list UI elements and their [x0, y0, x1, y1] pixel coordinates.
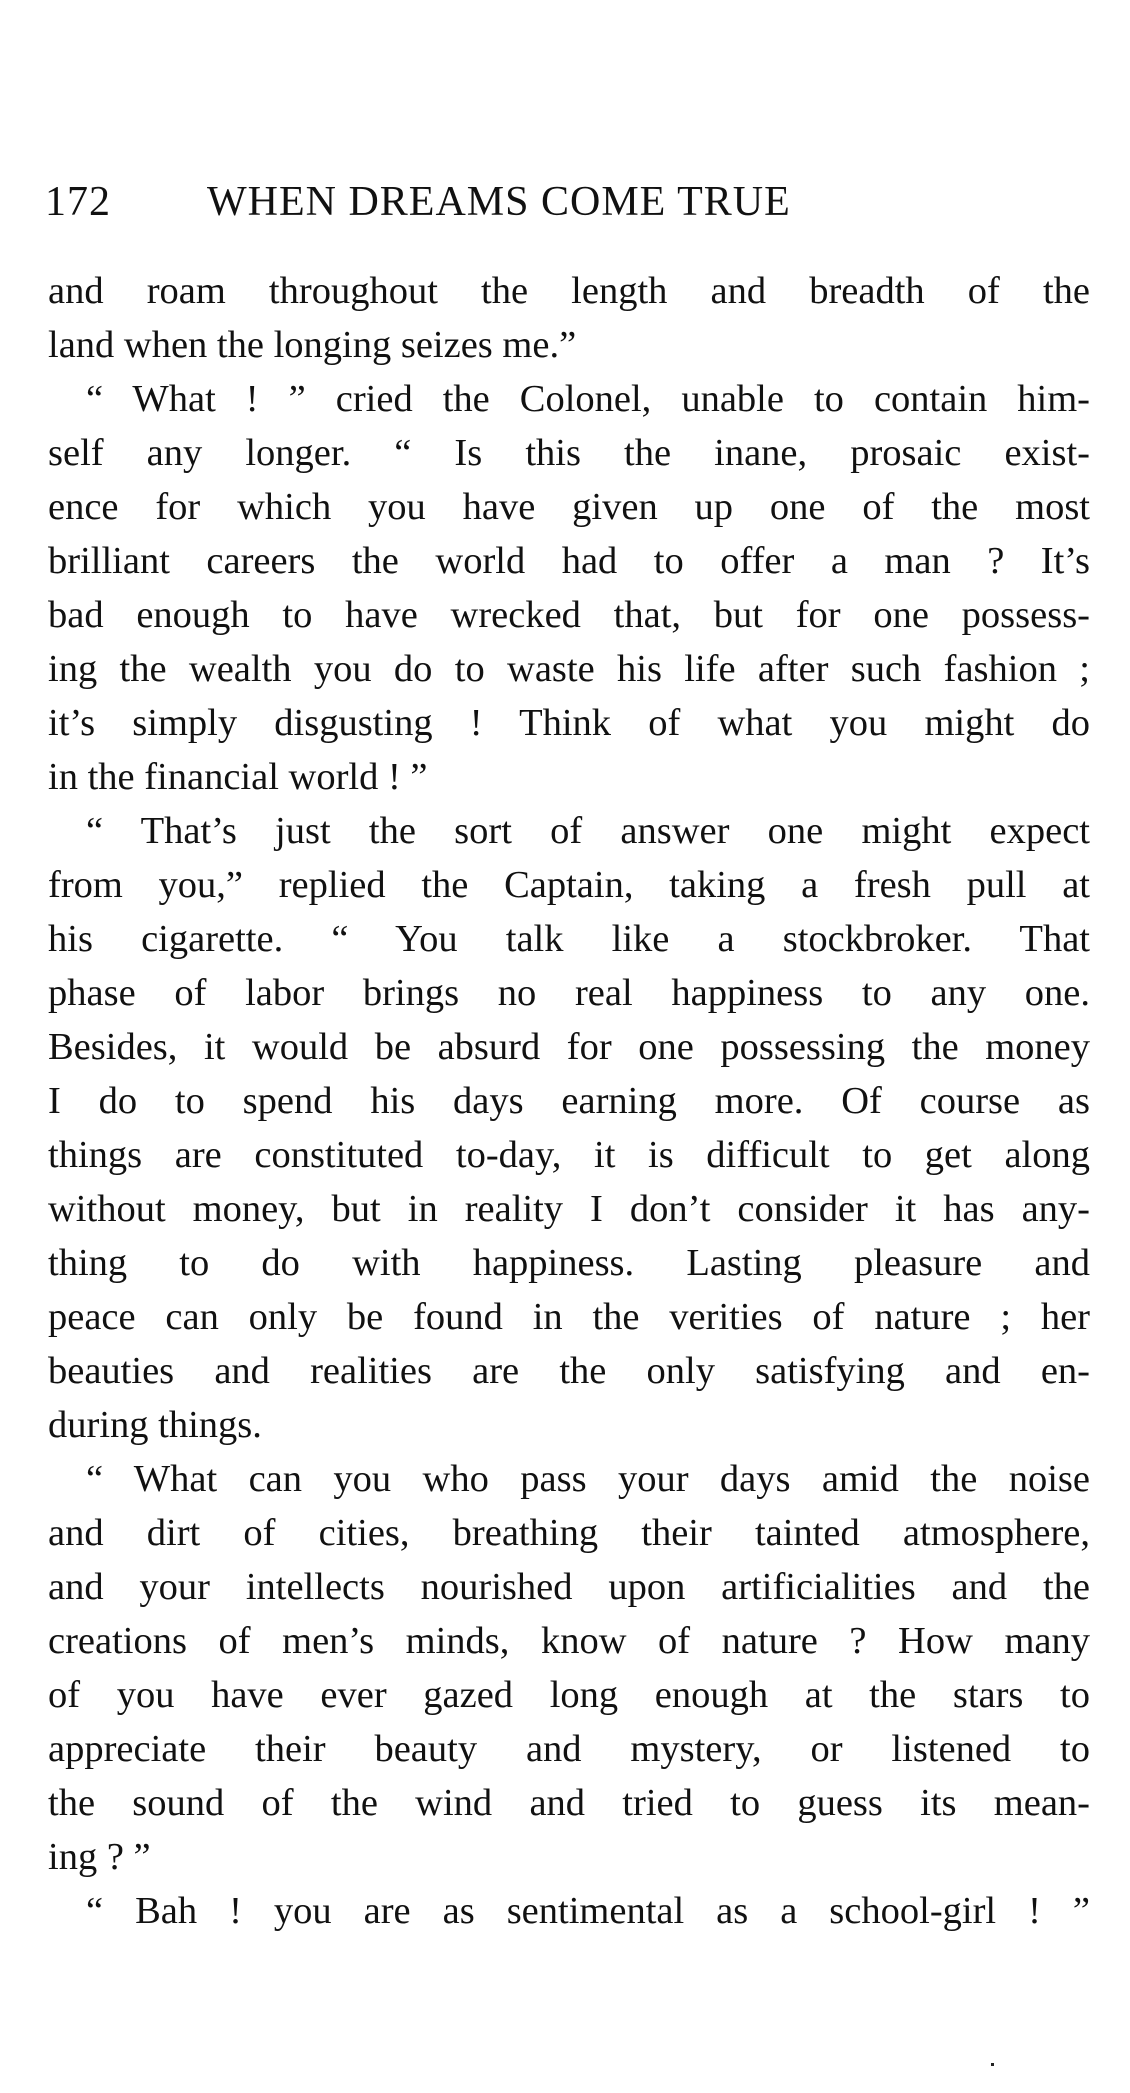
- text-line: during things.: [48, 1404, 262, 1446]
- print-speck: [991, 2063, 994, 2066]
- running-head: [45, 172, 905, 232]
- text-line: phase of labor brings no real happiness to any one.: [48, 972, 1090, 1014]
- text-line: of you have ever gazed long enough at the stars to: [48, 1674, 1090, 1716]
- text-line: in the financial world ! ”: [48, 756, 428, 798]
- text-line: from you,” replied the Captain, taking a fresh pull at: [48, 864, 1090, 906]
- text-line: self any longer. “ Is this the inane, prosaic exist-: [48, 432, 1090, 474]
- text-line: his cigarette. “ You talk like a stockbroker. That: [48, 918, 1090, 960]
- text-line: “ That’s just the sort of answer one might expect: [86, 810, 1090, 852]
- page-number: 172: [45, 179, 111, 225]
- text-line: I do to spend his days earning more. Of course as: [48, 1080, 1090, 1122]
- text-line: things are constituted to-day, it is difficult to get along: [48, 1134, 1090, 1176]
- text-line: beauties and realities are the only satisfying and en-: [48, 1350, 1090, 1392]
- text-line: and your intellects nourished upon artificialities and the: [48, 1566, 1090, 1608]
- book-title: WHEN DREAMS COME TRUE: [207, 179, 791, 225]
- text-line: without money, but in reality I don’t consider it has any-: [48, 1188, 1090, 1230]
- text-line: brilliant careers the world had to offer a man ? It’s: [48, 540, 1090, 582]
- text-line: the sound of the wind and tried to guess its mean-: [48, 1782, 1090, 1824]
- text-line: it’s simply disgusting ! Think of what you might do: [48, 702, 1090, 744]
- text-line: “ What ! ” cried the Colonel, unable to contain him-: [86, 378, 1090, 420]
- text-line: peace can only be found in the verities of nature ; her: [48, 1296, 1090, 1338]
- text-line: thing to do with happiness. Lasting pleasure and: [48, 1242, 1090, 1284]
- text-line: ence for which you have given up one of the most: [48, 486, 1090, 528]
- text-line: Besides, it would be absurd for one possessing the money: [48, 1026, 1090, 1068]
- text-line: and dirt of cities, breathing their tainted atmosphere,: [48, 1512, 1090, 1554]
- text-line: bad enough to have wrecked that, but for one possess-: [48, 594, 1090, 636]
- text-line: creations of men’s minds, know of nature ? How many: [48, 1620, 1090, 1662]
- text-line: ing the wealth you do to waste his life after such fashion ;: [48, 648, 1090, 690]
- text-line: ing ? ”: [48, 1836, 151, 1878]
- text-line: and roam throughout the length and breadth of the: [48, 270, 1090, 312]
- text-line: “ What can you who pass your days amid the noise: [86, 1458, 1090, 1500]
- text-line: land when the longing seizes me.”: [48, 324, 577, 366]
- text-line: appreciate their beauty and mystery, or listened to: [48, 1728, 1090, 1770]
- body-text: [48, 264, 1090, 1938]
- text-line: “ Bah ! you are as sentimental as a school-girl ! ”: [86, 1890, 1090, 1932]
